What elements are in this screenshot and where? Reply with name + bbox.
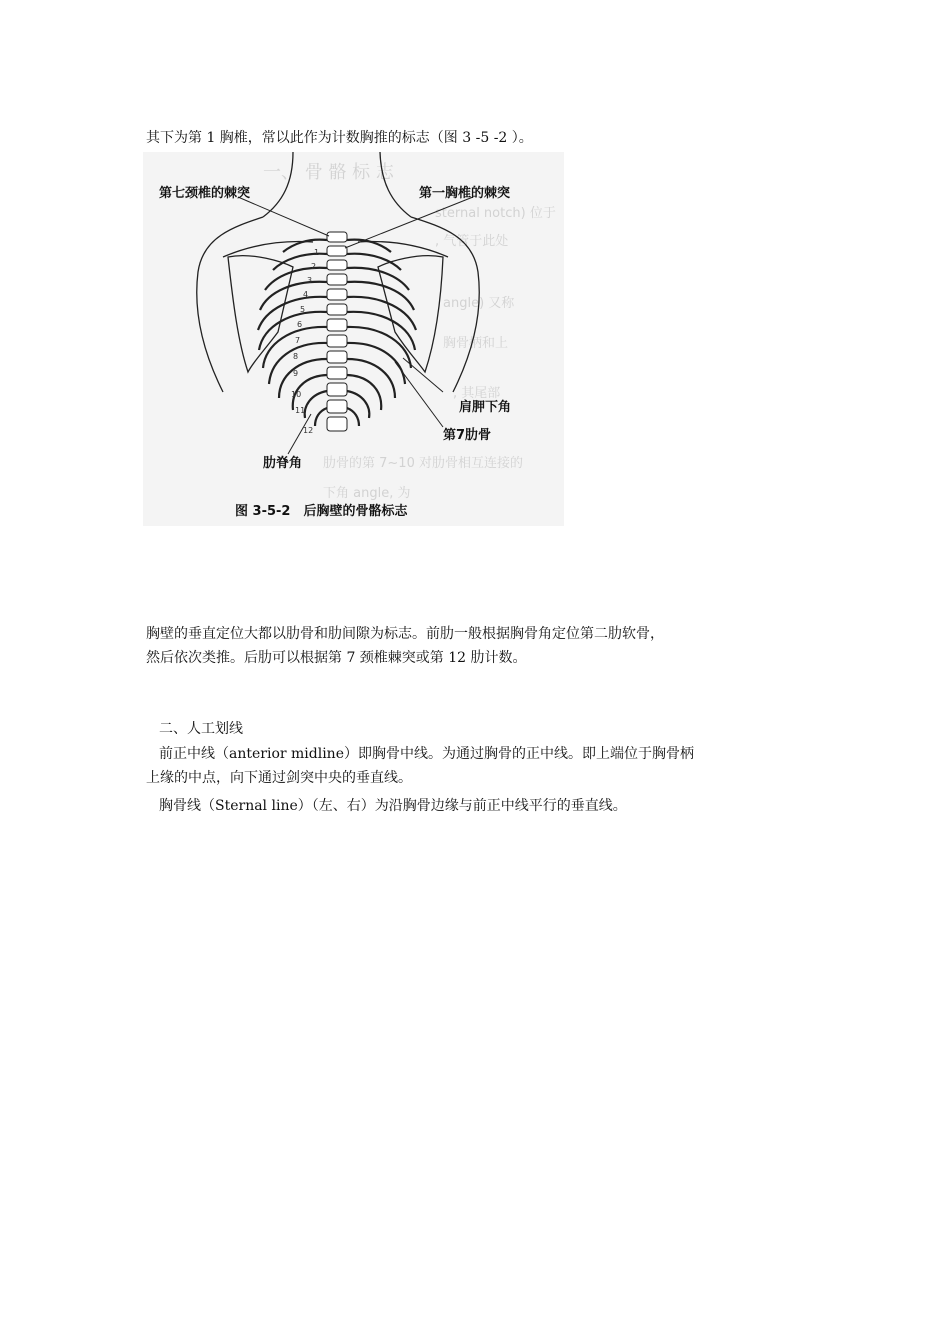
rib-number-5: 5 [300,305,306,314]
rib-number-7: 7 [295,336,301,345]
rib-number-10: 10 [291,390,302,399]
section-heading: 二、人工划线 [159,721,243,737]
rib-number-3: 3 [307,276,313,285]
label-seventh-rib: 第7肋骨 [443,428,492,443]
label-costovertebral-angle: 肋脊角 [263,456,303,471]
rib-number-9: 9 [293,369,299,378]
rib-number-6: 6 [297,320,303,329]
posterior-ribcage-drawing [143,152,564,526]
paragraph-line: 上缘的中点，向下通过剑突中央的垂直线。 [146,770,412,786]
posterior-chest-wall-figure: 一、 骨 骼 标 志 sternal notch) 位于 , 气管于此处 angle) 又称 胸骨柄和上 , 其尾部 肋骨的第 7~10 对肋骨相互连接的 下角 angle, 为 1 2 3 4 5 6 7 8 9 10 11 12 第七颈椎的棘突 第一胸椎的棘突 肩胛下角 第7肋骨 肋脊角 图 3-5-2 后胸壁的骨骼标志 [143,152,564,526]
intro-paragraph: 其下为第 1 胸椎，常以此作为计数胸推的标志（图 3 -5 -2 ）。 [146,130,533,146]
rib-number-4: 4 [303,290,309,299]
rib-number-8: 8 [293,352,299,361]
paragraph-line: 胸骨线（Sternal line）（左、右）为沿胸骨边缘与前正中线平行的垂直线。 [159,798,627,814]
paragraph-line: 前正中线（anterior midline）即胸骨中线。为通过胸骨的正中线。即上端位于胸骨柄 [159,746,694,762]
label-c7-spinous-process: 第七颈椎的棘突 [159,186,251,201]
paragraph-line: 胸壁的垂直定位大都以肋骨和肋间隙为标志。前肋一般根据胸骨角定位第二肋软骨， [146,626,664,642]
rib-number-12: 12 [303,426,314,435]
label-inferior-scapular-angle: 肩胛下角 [459,400,512,415]
paragraph-line: 然后依次类推。后肋可以根据第 7 颈椎棘突或第 12 肋计数。 [146,650,527,666]
rib-number-1: 1 [314,248,320,257]
label-t1-spinous-process: 第一胸椎的棘突 [419,186,511,201]
rib-number-2: 2 [311,262,317,271]
figure-caption: 图 3-5-2 后胸壁的骨骼标志 [235,504,408,519]
rib-number-11: 11 [295,406,306,415]
